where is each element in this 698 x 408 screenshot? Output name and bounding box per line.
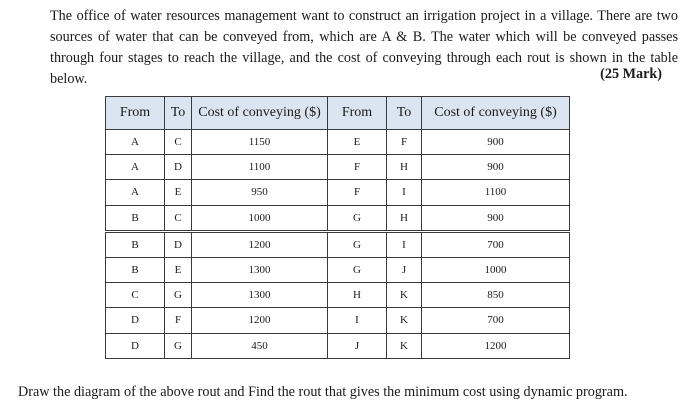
table-row [106,130,570,155]
cell-cost-1: 1000 [192,205,328,231]
cell-from-1: B [106,231,165,257]
cell-to-2: H [387,205,422,231]
cell-from-2: F [328,155,387,180]
cell-to-1: G [165,283,192,308]
cell-to-2: K [387,333,422,358]
table-header-row [106,97,570,130]
cell-to-2: K [387,283,422,308]
cell-from-1: D [106,308,165,333]
table-row [106,257,570,282]
cell-cost-2: 1200 [422,333,570,358]
cell-to-1: D [165,231,192,257]
cell-from-1: B [106,205,165,231]
cell-from-2: J [328,333,387,358]
table-row [106,205,570,231]
cell-to-1: E [165,257,192,282]
cell-to-1: C [165,130,192,155]
cell-cost-2: 900 [422,155,570,180]
cell-to-2: K [387,308,422,333]
cell-to-1: F [165,308,192,333]
cell-cost-2: 900 [422,130,570,155]
cell-cost-2: 1100 [422,180,570,205]
cell-to-2: I [387,180,422,205]
header-from-1: From [106,97,165,130]
cell-from-1: A [106,180,165,205]
cell-to-1: E [165,180,192,205]
header-to-2: To [387,97,422,130]
cell-from-2: G [328,205,387,231]
cell-from-2: F [328,180,387,205]
cell-from-2: E [328,130,387,155]
table-row [106,180,570,205]
cell-cost-2: 850 [422,283,570,308]
cell-cost-2: 900 [422,205,570,231]
cell-from-2: G [328,231,387,257]
cell-to-1: G [165,333,192,358]
routes-table [105,96,570,359]
cell-cost-1: 950 [192,180,328,205]
cell-from-1: B [106,257,165,282]
instruction-text: Draw the diagram of the above rout and Find the rout that gives the minimum cost using dynamic program. [18,384,628,400]
cell-from-2: I [328,308,387,333]
problem-statement: The office of water resources management want to construct an irrigation project in a village. There are two sources of water that can be conveyed from, which are A & B. The water which will be conveyed passes through four stages to reach the village, and the cost of conveying through each rout is shown in the table below. [50,8,678,87]
routes-table-body [106,130,570,359]
cell-cost-1: 1200 [192,308,328,333]
cell-from-1: A [106,130,165,155]
header-to-1: To [165,97,192,130]
cell-to-2: H [387,155,422,180]
cell-from-1: A [106,155,165,180]
cell-from-2: H [328,283,387,308]
header-from-2: From [328,97,387,130]
cell-from-1: D [106,333,165,358]
cell-cost-1: 1150 [192,130,328,155]
cell-cost-1: 1300 [192,257,328,282]
cell-to-1: C [165,205,192,231]
cell-from-2: G [328,257,387,282]
table-row [106,333,570,358]
header-cost-2: Cost of conveying ($) [422,97,570,130]
table-row [106,155,570,180]
header-cost-1: Cost of conveying ($) [192,97,328,130]
marks-label: (25 Mark) [600,66,662,82]
cell-cost-1: 1300 [192,283,328,308]
cell-to-1: D [165,155,192,180]
cell-cost-2: 700 [422,231,570,257]
cell-to-2: I [387,231,422,257]
cell-cost-2: 700 [422,308,570,333]
table-row [106,283,570,308]
cell-to-2: J [387,257,422,282]
cell-cost-1: 1200 [192,231,328,257]
table-row [106,308,570,333]
table-row [106,231,570,257]
cell-cost-1: 1100 [192,155,328,180]
cell-from-1: C [106,283,165,308]
cell-cost-2: 1000 [422,257,570,282]
cell-cost-1: 450 [192,333,328,358]
cell-to-2: F [387,130,422,155]
